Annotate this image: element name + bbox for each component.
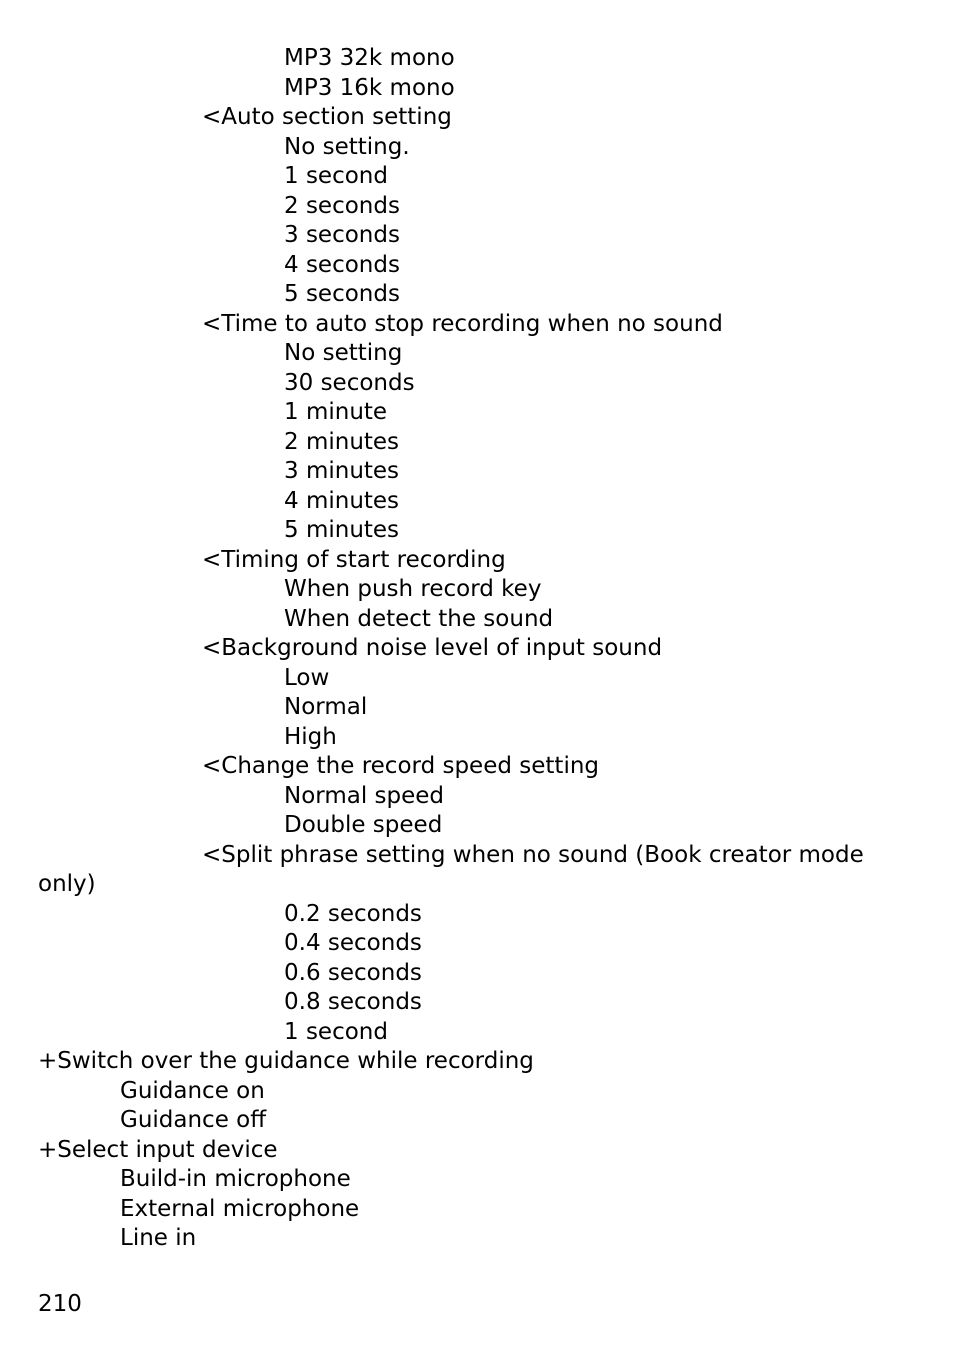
list-item: Line in — [120, 1225, 197, 1251]
list-item: 0.8 seconds — [284, 989, 422, 1015]
list-item: <Timing of start recording — [202, 546, 506, 573]
list-item: <Background noise level of input sound — [202, 635, 663, 661]
list-item: When detect the sound — [284, 605, 554, 632]
list-item: Normal speed — [284, 782, 445, 809]
list-item: <Auto section setting — [202, 104, 452, 130]
list-item: <Change the record speed setting — [202, 753, 600, 779]
list-item: When push record key — [284, 576, 542, 602]
list-item: 3 minutes — [284, 458, 400, 484]
list-item: MP3 16k mono — [284, 74, 455, 101]
list-item: High — [284, 723, 337, 750]
list-item: No setting. — [284, 133, 410, 160]
list-item: No setting — [284, 340, 403, 366]
list-item: 5 minutes — [284, 517, 400, 543]
list-item: 1 minute — [284, 399, 388, 425]
settings-list — [0, 44, 954, 1254]
list-item: Guidance on — [120, 1077, 265, 1104]
list-item: only) — [38, 871, 96, 897]
page-number: 210 — [38, 1291, 82, 1317]
list-item: 4 minutes — [284, 487, 400, 514]
list-item: MP3 32k mono — [284, 45, 455, 71]
list-item: 30 seconds — [284, 369, 415, 396]
list-item: <Time to auto stop recording when no sound — [202, 310, 723, 337]
list-item: Guidance off — [120, 1107, 267, 1133]
list-item: 2 seconds — [284, 192, 400, 219]
list-item: 0.2 seconds — [284, 900, 422, 927]
list-item: Low — [284, 664, 330, 691]
list-item: 4 seconds — [284, 251, 400, 278]
list-item: 1 second — [284, 1018, 388, 1045]
list-item: 1 second — [284, 163, 388, 189]
list-item: 3 seconds — [284, 222, 400, 248]
list-item: 2 minutes — [284, 428, 400, 455]
list-item: Normal — [284, 694, 368, 720]
list-item: Build-in microphone — [120, 1166, 351, 1192]
list-item: 0.4 seconds — [284, 930, 422, 956]
list-item: External microphone — [120, 1195, 360, 1222]
list-item: 5 seconds — [284, 281, 400, 307]
list-item: <Split phrase setting when no sound (Book creator mode — [202, 841, 864, 868]
list-item: +Switch over the guidance while recording — [38, 1048, 534, 1074]
list-item: 0.6 seconds — [284, 959, 422, 986]
list-item: Double speed — [284, 812, 443, 838]
list-item: +Select input device — [38, 1136, 278, 1163]
